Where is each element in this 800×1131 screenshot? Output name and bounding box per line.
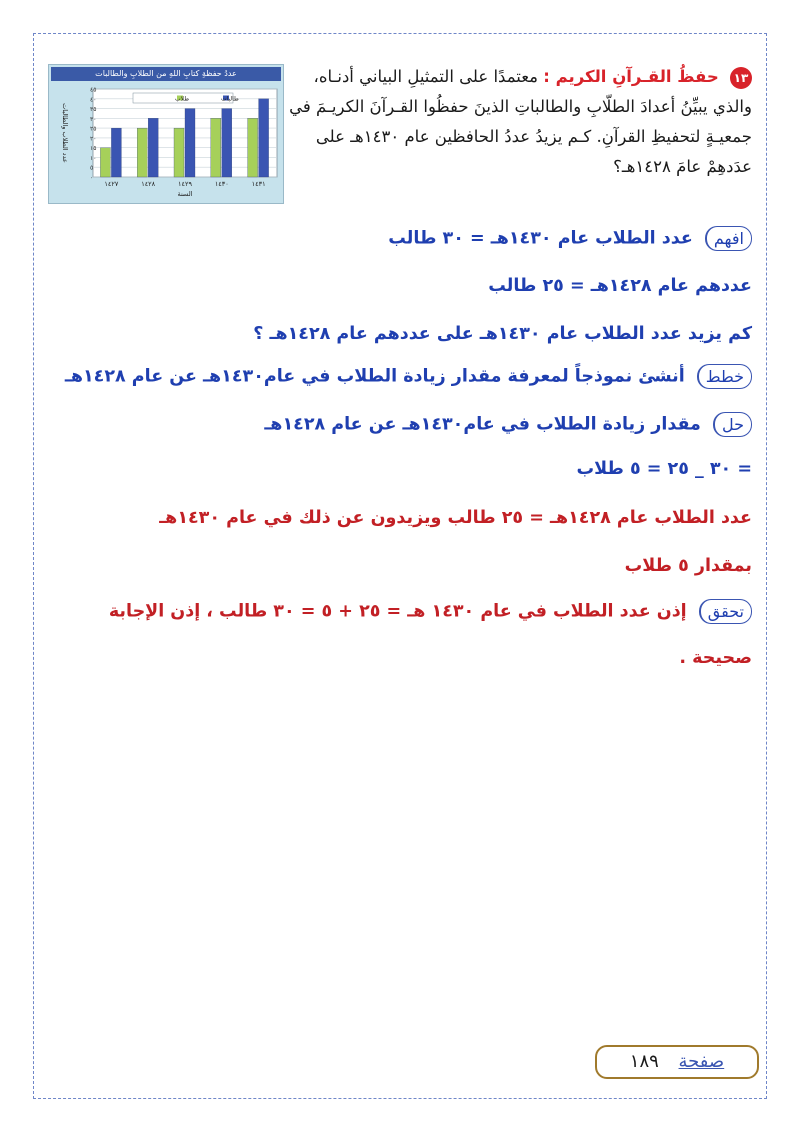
y-tick-label: ١٥ <box>90 145 97 153</box>
x-tick-label: ١٤٣٠ <box>214 180 229 188</box>
bar-girls <box>111 128 121 177</box>
understand-tag: افهم <box>705 226 752 251</box>
solution-line-8: بمقدار ٥ طلاب <box>624 556 752 576</box>
y-tick-label: ٤٥ <box>90 86 97 94</box>
bar-boys <box>100 148 110 177</box>
solution-line-4: أنشئ نموذجاً لمعرفة مقدار زيادة الطلاب في عام١٤٣٠هـ عن عام ١٤٢٨هـ <box>64 366 685 387</box>
x-tick-label: ١٤٢٨ <box>141 180 156 188</box>
bar-chart <box>48 64 284 204</box>
solve-line <box>264 412 752 437</box>
page-number: ١٨٩ <box>629 1051 659 1072</box>
plan-line <box>65 364 752 389</box>
y-tick-label: ٣٠ <box>90 115 97 123</box>
understand-line-1 <box>388 226 752 251</box>
solution-line-6: = ٣٠ _ ٢٥ = ٥ طلاب <box>576 459 752 479</box>
y-tick-label: ٢٠ <box>90 135 97 143</box>
x-axis-label: السنة <box>177 190 193 198</box>
solution-line-1: عدد الطلاب عام ١٤٣٠هـ = ٣٠ طالب <box>388 228 693 249</box>
problem-statement <box>272 62 752 182</box>
y-tick-label: ٢٥ <box>90 125 97 133</box>
legend-label: طلاب <box>175 95 190 103</box>
y-axis-label: عدد الطلاب والطالبات <box>61 103 69 163</box>
x-tick-label: ١٤٣١ <box>251 180 266 188</box>
x-tick-label: ١٤٢٩ <box>178 180 192 188</box>
x-tick-label: ١٤٢٧ <box>104 180 119 188</box>
solution-line-5: مقدار زيادة الطلاب في عام١٤٣٠هـ عن عام ١٤٢٨هـ <box>264 414 701 435</box>
bar-girls <box>185 109 195 177</box>
y-tick-label: ٤٠ <box>90 96 97 104</box>
page-label: صفحة <box>678 1051 725 1072</box>
y-tick-label: ٠ <box>90 174 94 182</box>
bar-boys <box>174 128 184 177</box>
problem-text: معتمدًا على التمثيلِ البياني أدنـاه، والذي يبيِّنُ أعدادَ الطلّابِ والطالباتِ الذينَ حفظُوا القـرآنَ الكريـمَ في جمعيـةٍ لتحفيظِ القرآنِ. كـم يزيدُ عددُ الحافظين عام ١٤٣٠هـ على عدَدهِمْ عامَ ١٤٢٨هـ؟ <box>289 67 752 176</box>
bar-girls <box>222 109 232 177</box>
bar-boys <box>248 118 258 177</box>
chart-plot <box>49 65 285 205</box>
solution-line-9: إذن عدد الطلاب في عام ١٤٣٠ هـ = ٢٥ + ٥ = ٣٠ طالب ، إذن الإجابة <box>108 601 687 622</box>
plan-tag: خطط <box>697 364 752 389</box>
solution-line-3: كم يزيد عدد الطلاب عام ١٤٣٠هـ على عددهم عام ١٤٢٨هـ ؟ <box>253 324 752 344</box>
legend-label: طالبات <box>221 95 239 103</box>
solution-line-10: صحيحة . <box>679 648 752 668</box>
solution-line-2: عددهم عام ١٤٢٨هـ = ٢٥ طالب <box>488 276 752 296</box>
bar-girls <box>259 99 269 177</box>
chart-title: عددُ حفظةِ كتابِ اللهِ من الطلابِ والطالبات <box>51 67 281 81</box>
check-line <box>109 599 752 624</box>
check-tag: تحقق <box>699 599 752 624</box>
problem-title: حفظُ القـرآنِ الكريم : <box>543 67 719 86</box>
solve-tag: حل <box>713 412 752 437</box>
solution-line-7: عدد الطلاب عام ١٤٢٨هـ = ٢٥ طالب ويزيدون عن ذلك في عام ١٤٣٠هـ <box>159 508 752 528</box>
bar-boys <box>137 128 147 177</box>
problem-number-badge: ١٣ <box>730 67 752 89</box>
bar-boys <box>211 118 221 177</box>
y-tick-label: ٣٥ <box>90 106 97 114</box>
page-number-box <box>595 1045 759 1079</box>
y-tick-label: ٥ <box>90 164 94 172</box>
bar-girls <box>148 118 158 177</box>
y-tick-label: ١٠ <box>90 154 97 162</box>
